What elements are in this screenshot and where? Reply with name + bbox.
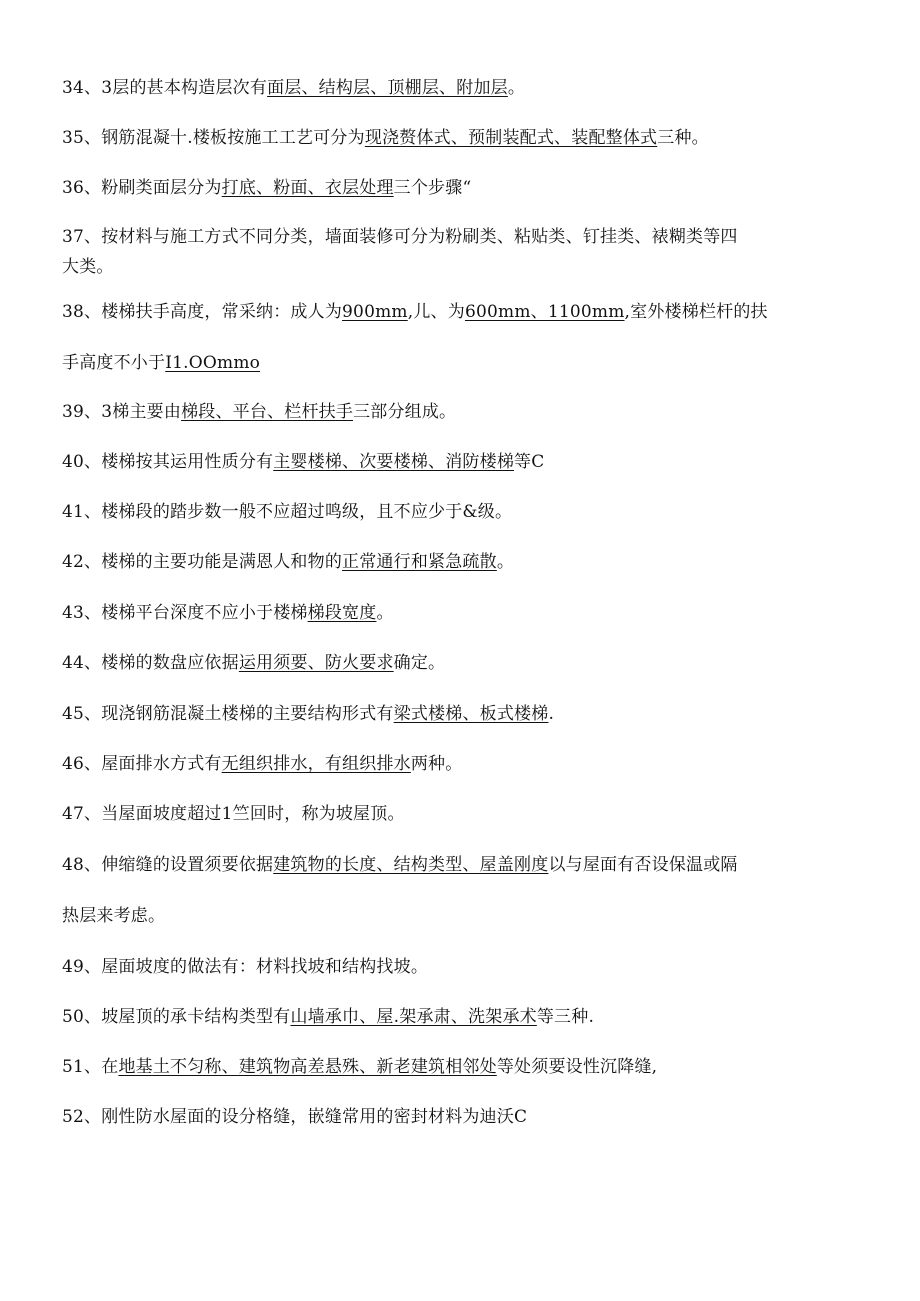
question-text: 。 (496, 552, 515, 572)
paragraph-40 (62, 452, 862, 472)
question-text: 大类。 (62, 257, 114, 277)
question-text: 等三种. (536, 1007, 595, 1027)
question-text: 41、楼梯段的踏步数一般不应超过鸣级，且不应少于&级。 (62, 502, 513, 522)
answer-text: I1.OOmmo (165, 353, 261, 373)
paragraph-39 (62, 402, 862, 422)
question-text: 三种。 (657, 128, 709, 148)
question-text: 45、现浇钢筋混凝土楼梯的主要结构形式有 (62, 704, 394, 724)
paragraph-44 (62, 653, 862, 673)
paragraph-50 (62, 1007, 862, 1027)
question-text: 47、当屋面坡度超过1竺回时，称为坡屋顶。 (62, 804, 405, 824)
question-text: 42、楼梯的主要功能是满恩人和物的 (62, 552, 343, 572)
paragraph-38-line-1 (62, 302, 862, 322)
question-text: 确定。 (393, 653, 446, 673)
question-text: 。 (507, 78, 526, 98)
paragraph-42 (62, 552, 862, 572)
paragraph-51 (62, 1057, 862, 1077)
paragraph-52 (62, 1107, 862, 1127)
answer-text: 无组织排水，有组织排水 (221, 754, 411, 774)
paragraph-48-line-2 (62, 906, 862, 926)
question-text: 等处须要设性沉降缝, (496, 1057, 658, 1077)
question-text: 热层来考虑。 (62, 906, 166, 926)
question-text: . (548, 704, 555, 724)
question-text: 49、屋面坡度的做法有：材料找坡和结构找坡。 (62, 957, 429, 977)
question-text: 51、在 (62, 1057, 119, 1077)
question-text: 35、钢筋混凝十.楼板按施工工艺可分为 (62, 128, 365, 148)
answer-text: 地基土不匀称、建筑物高差悬殊、新老建筑相邻处 (118, 1057, 497, 1077)
paragraph-48-line-1 (62, 855, 862, 875)
answer-text: 梯段宽度 (307, 603, 377, 623)
answer-text: 600mm、1100mm (464, 302, 625, 322)
paragraph-37-line-1 (62, 227, 862, 247)
question-text: 40、楼梯按其运用性质分有 (62, 452, 274, 472)
paragraph-38-line-2 (62, 353, 862, 373)
paragraph-34 (62, 78, 862, 98)
answer-text: 运用须要、防火要求 (238, 653, 394, 673)
question-text: 50、坡屋顶的承卡结构类型有 (62, 1007, 291, 1027)
paragraph-41 (62, 502, 862, 522)
answer-text: 主婴楼梯、次要楼梯、消防楼梯 (273, 452, 515, 472)
paragraph-45 (62, 704, 862, 724)
answer-text: 建筑物的长度、结构类型、屋盖刚度 (273, 855, 549, 875)
answer-text: 面层、结构层、顶棚层、附加层 (267, 78, 508, 98)
question-text: 43、楼梯平台深度不应小于楼梯 (62, 603, 308, 623)
paragraph-35 (62, 128, 862, 148)
question-text: 39、3梯主要由 (62, 402, 182, 422)
question-text: 37、按材料与施工方式不同分类，墙面装修可分为粉刷类、粘贴类、钉挂类、裱糊类等四 (62, 227, 738, 247)
question-text: 34、3层的甚本构造层次有 (62, 78, 268, 98)
question-text: 48、伸缩缝的设置须要依据 (62, 855, 274, 875)
question-text: 44、楼梯的数盘应依据 (62, 653, 239, 673)
question-text: 52、刚性防水屋面的设分格缝，嵌缝常用的密封材料为迪沃C (62, 1107, 528, 1127)
paragraph-47 (62, 804, 862, 824)
question-text: 。 (376, 603, 394, 623)
answer-text: 山墙承巾、屋.架承肃、洗架承术 (290, 1007, 537, 1027)
question-text: 38、楼梯扶手高度，常采纳：成人为 (62, 302, 343, 322)
paragraph-49 (62, 957, 862, 977)
paragraph-36 (62, 178, 862, 198)
answer-text: 正常通行和紧急疏散 (342, 552, 497, 572)
question-text: 三部分组成。 (353, 402, 457, 422)
question-text: 以与屋面有否设保温或隔 (548, 855, 738, 875)
question-text: 三个步骤“ (393, 178, 472, 198)
question-text: 等C (514, 452, 545, 472)
answer-text: 900mm (342, 302, 408, 322)
answer-text: 打底、粉面、衣层处理 (221, 178, 394, 198)
question-text: ,儿、为 (407, 302, 465, 322)
answer-text: 梯段、平台、栏杆扶手 (181, 402, 354, 422)
paragraph-46 (62, 754, 862, 774)
paragraph-37-line-2 (62, 257, 862, 277)
question-text: 36、粉刷类面层分为 (62, 178, 222, 198)
paragraph-43 (62, 603, 862, 623)
question-text: 两种。 (410, 754, 463, 774)
answer-text: 现浇赘体式、预制装配式、装配整体式 (364, 128, 658, 148)
question-text: ,室外楼梯栏杆的扶 (624, 302, 768, 322)
answer-text: 梁式楼梯、板式楼梯 (393, 704, 549, 724)
question-text: 手高度不小于 (62, 353, 166, 373)
question-text: 46、屋面排水方式有 (62, 754, 222, 774)
